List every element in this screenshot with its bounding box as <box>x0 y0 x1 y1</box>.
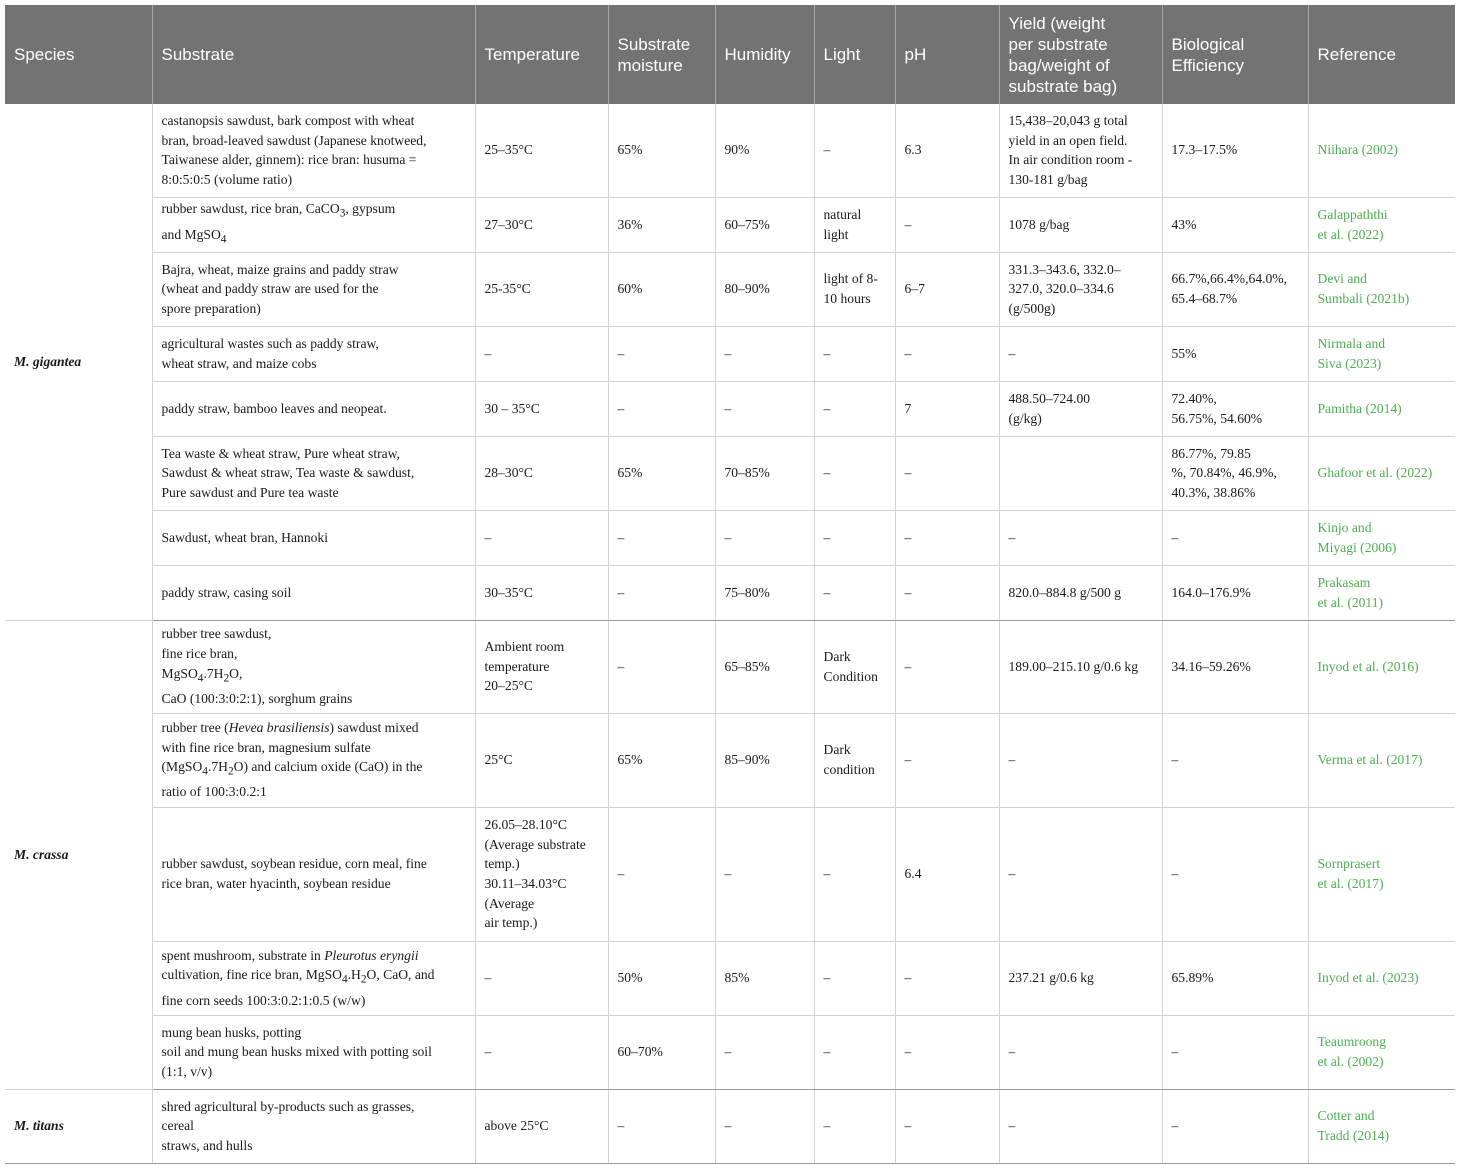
substrate-cell: paddy straw, casing soil <box>152 565 475 620</box>
italic-text: Pleurotus eryngii <box>324 947 419 963</box>
table-row <box>5 941 1455 1015</box>
reference-cell: Inyod et al. (2016) <box>1308 620 1455 713</box>
biological-efficiency-cell: 43% <box>1162 197 1308 252</box>
temperature-cell: 25-35°C <box>475 252 608 326</box>
header-row <box>5 5 1455 104</box>
humidity-cell: 85% <box>715 941 814 1015</box>
biological-efficiency-cell: 72.40%, 56.75%, 54.60% <box>1162 381 1308 436</box>
light-cell: – <box>814 326 895 381</box>
light-cell: – <box>814 807 895 941</box>
table-row <box>5 807 1455 941</box>
temperature-cell: 26.05–28.10°C (Average substrate temp.) 30.11–34.03°C (Average air temp.) <box>475 807 608 941</box>
humidity-cell: – <box>715 326 814 381</box>
substrate-text: cultivation, fine rice bran, MgSO <box>161 967 342 983</box>
substrate-text: ) sawdust mixed with fine rice bran, magnesium sulfate (MgSO <box>161 719 419 775</box>
yield-cell: – <box>999 326 1162 381</box>
substrate-cell: Sawdust, wheat bran, Hannoki <box>152 510 475 565</box>
ph-cell: – <box>895 510 999 565</box>
moisture-cell: 60–70% <box>608 1015 715 1089</box>
substrate-text: O, CaO, and fine corn seeds 100:3:0.2:1:0.5 (w/w) <box>161 967 435 1008</box>
yield-cell: 820.0–884.8 g/500 g <box>999 565 1162 620</box>
table-container <box>5 5 1455 1164</box>
table-row <box>5 1015 1455 1089</box>
ph-cell: 6.4 <box>895 807 999 941</box>
reference-cell: Sornprasert et al. (2017) <box>1308 807 1455 941</box>
temperature-cell: – <box>475 1015 608 1089</box>
ph-cell: – <box>895 1089 999 1163</box>
humidity-cell: 65–85% <box>715 620 814 713</box>
substrate-cell <box>152 713 475 807</box>
header-reference: Reference <box>1308 5 1455 104</box>
moisture-cell: – <box>608 381 715 436</box>
light-cell: Dark Condition <box>814 620 895 713</box>
humidity-cell: 75–80% <box>715 565 814 620</box>
substrate-text: rubber tree ( <box>161 719 229 735</box>
reference-cell: Inyod et al. (2023) <box>1308 941 1455 1015</box>
biological-efficiency-cell: – <box>1162 510 1308 565</box>
ph-cell: – <box>895 713 999 807</box>
temperature-cell: – <box>475 510 608 565</box>
substrate-cell: rubber sawdust, soybean residue, corn meal, fine rice bran, water hyacinth, soybean residue <box>152 807 475 941</box>
temperature-cell: – <box>475 326 608 381</box>
moisture-cell: – <box>608 565 715 620</box>
reference-cell: Galappaththi et al. (2022) <box>1308 197 1455 252</box>
header-yield: Yield (weight per substrate bag/weight of substrate bag) <box>999 5 1162 104</box>
moisture-cell: 65% <box>608 713 715 807</box>
table-row <box>5 565 1455 620</box>
light-cell: light of 8- 10 hours <box>814 252 895 326</box>
humidity-cell: – <box>715 807 814 941</box>
humidity-cell: – <box>715 381 814 436</box>
moisture-cell: – <box>608 510 715 565</box>
subscript-text: 4 <box>220 233 227 246</box>
temperature-cell: 30 – 35°C <box>475 381 608 436</box>
biological-efficiency-cell: 55% <box>1162 326 1308 381</box>
substrate-text: .7H <box>207 759 228 775</box>
header-humidity: Humidity <box>715 5 814 104</box>
substrate-text: O) and calcium oxide (CaO) in the ratio of 100:3:0.2:1 <box>161 759 423 800</box>
moisture-cell: 65% <box>608 104 715 197</box>
substrate-text: O, CaO (100:3:0:2:1), sorghum grains <box>161 665 353 706</box>
moisture-cell: – <box>608 326 715 381</box>
light-cell: – <box>814 510 895 565</box>
ph-cell: – <box>895 565 999 620</box>
italic-text: Hevea brasiliensis <box>228 719 330 735</box>
light-cell: – <box>814 941 895 1015</box>
species-cell: M. crassa <box>5 620 152 1089</box>
substrate-cell: shred agricultural by-products such as grasses, cereal straws, and hulls <box>152 1089 475 1163</box>
light-cell: – <box>814 381 895 436</box>
reference-cell: Ghafoor et al. (2022) <box>1308 436 1455 510</box>
yield-cell: – <box>999 713 1162 807</box>
table-row <box>5 510 1455 565</box>
header-substrate: Substrate <box>152 5 475 104</box>
substrate-cell: Bajra, wheat, maize grains and paddy straw (wheat and paddy straw are used for the spore preparation) <box>152 252 475 326</box>
biological-efficiency-cell: – <box>1162 1015 1308 1089</box>
yield-cell: – <box>999 510 1162 565</box>
header-ph: pH <box>895 5 999 104</box>
header-temperature: Temperature <box>475 5 608 104</box>
substrate-cell: mung bean husks, potting soil and mung bean husks mixed with potting soil (1:1, v/v) <box>152 1015 475 1089</box>
moisture-cell: 36% <box>608 197 715 252</box>
subscript-text: 4 <box>202 765 208 778</box>
yield-cell: – <box>999 1089 1162 1163</box>
species-cell: M. gigantea <box>5 104 152 620</box>
ph-cell: – <box>895 197 999 252</box>
substrate-cell <box>152 620 475 713</box>
reference-cell: Teaumroong et al. (2002) <box>1308 1015 1455 1089</box>
reference-cell: Nirmala and Siva (2023) <box>1308 326 1455 381</box>
table-row <box>5 713 1455 807</box>
light-cell: natural light <box>814 197 895 252</box>
species-cell: M. titans <box>5 1089 152 1163</box>
table-row <box>5 1089 1455 1163</box>
reference-cell: Kinjo and Miyagi (2006) <box>1308 510 1455 565</box>
biological-efficiency-cell: 66.7%,66.4%,64.0%, 65.4–68.7% <box>1162 252 1308 326</box>
light-cell: Dark condition <box>814 713 895 807</box>
biological-efficiency-cell: – <box>1162 807 1308 941</box>
temperature-cell: 28–30°C <box>475 436 608 510</box>
subscript-text: 4 <box>341 974 348 987</box>
humidity-cell: – <box>715 1089 814 1163</box>
yield-cell: – <box>999 807 1162 941</box>
substrate-text: , gypsum and MgSO <box>161 201 396 242</box>
yield-cell: 15,438–20,043 g total yield in an open field. In air condition room - 130-181 g/bag <box>999 104 1162 197</box>
humidity-cell: 85–90% <box>715 713 814 807</box>
substrate-text: spent mushroom, substrate in <box>161 947 325 963</box>
biological-efficiency-cell: – <box>1162 713 1308 807</box>
ph-cell: – <box>895 620 999 713</box>
yield-cell: 331.3–343.6, 332.0– 327.0, 320.0–334.6 (g/500g) <box>999 252 1162 326</box>
substrate-text: .7H <box>203 665 224 681</box>
biological-efficiency-cell: 164.0–176.9% <box>1162 565 1308 620</box>
cultivation-table <box>5 5 1455 1164</box>
temperature-cell: 25–35°C <box>475 104 608 197</box>
substrate-cell <box>152 941 475 1015</box>
table-row <box>5 252 1455 326</box>
biological-efficiency-cell: 17.3–17.5% <box>1162 104 1308 197</box>
substrate-cell: castanopsis sawdust, bark compost with wheat bran, broad-leaved sawdust (Japanese knotweed, Taiwanese alder, ginnem): rice bran: husuma = 8:0:5:0:5 (volume ratio) <box>152 104 475 197</box>
subscript-text: 4 <box>197 672 204 685</box>
biological-efficiency-cell: – <box>1162 1089 1308 1163</box>
humidity-cell: 70–85% <box>715 436 814 510</box>
reference-cell: Niihara (2002) <box>1308 104 1455 197</box>
light-cell: – <box>814 1089 895 1163</box>
reference-cell: Verma et al. (2017) <box>1308 713 1455 807</box>
table-row <box>5 197 1455 252</box>
ph-cell: – <box>895 941 999 1015</box>
moisture-cell: 65% <box>608 436 715 510</box>
moisture-cell: – <box>608 807 715 941</box>
yield-cell: – <box>999 1015 1162 1089</box>
subscript-text: 2 <box>223 672 230 685</box>
table-body <box>5 104 1455 1163</box>
temperature-cell: 25°C <box>475 713 608 807</box>
biological-efficiency-cell: 34.16–59.26% <box>1162 620 1308 713</box>
substrate-cell: paddy straw, bamboo leaves and neopeat. <box>152 381 475 436</box>
reference-cell: Prakasam et al. (2011) <box>1308 565 1455 620</box>
yield-cell <box>999 436 1162 510</box>
yield-cell: 1078 g/bag <box>999 197 1162 252</box>
humidity-cell: – <box>715 1015 814 1089</box>
substrate-cell: agricultural wastes such as paddy straw, wheat straw, and maize cobs <box>152 326 475 381</box>
biological-efficiency-cell: 86.77%, 79.85 %, 70.84%, 46.9%, 40.3%, 38.86% <box>1162 436 1308 510</box>
header-biological-efficiency: Biological Efficiency <box>1162 5 1308 104</box>
moisture-cell: 50% <box>608 941 715 1015</box>
light-cell: – <box>814 436 895 510</box>
substrate-text: .H <box>347 967 361 983</box>
yield-cell: 237.21 g/0.6 kg <box>999 941 1162 1015</box>
temperature-cell: Ambient room temperature 20–25°C <box>475 620 608 713</box>
moisture-cell: 60% <box>608 252 715 326</box>
table-row <box>5 326 1455 381</box>
humidity-cell: 90% <box>715 104 814 197</box>
light-cell: – <box>814 104 895 197</box>
temperature-cell: 27–30°C <box>475 197 608 252</box>
humidity-cell: – <box>715 510 814 565</box>
ph-cell: – <box>895 326 999 381</box>
reference-cell: Pamitha (2014) <box>1308 381 1455 436</box>
moisture-cell: – <box>608 620 715 713</box>
substrate-text: rubber tree sawdust, fine rice bran, MgSO <box>161 626 272 681</box>
humidity-cell: 60–75% <box>715 197 814 252</box>
temperature-cell: 30–35°C <box>475 565 608 620</box>
light-cell: – <box>814 565 895 620</box>
ph-cell: – <box>895 1015 999 1089</box>
humidity-cell: 80–90% <box>715 252 814 326</box>
reference-cell: Cotter and Tradd (2014) <box>1308 1089 1455 1163</box>
substrate-cell: Tea waste & wheat straw, Pure wheat straw, Sawdust & wheat straw, Tea waste & sawdust, Pure sawdust and Pure tea waste <box>152 436 475 510</box>
subscript-text: 3 <box>339 207 346 220</box>
table-row <box>5 620 1455 713</box>
yield-cell: 189.00–215.10 g/0.6 kg <box>999 620 1162 713</box>
header-light: Light <box>814 5 895 104</box>
temperature-cell: – <box>475 941 608 1015</box>
substrate-cell <box>152 197 475 252</box>
temperature-cell: above 25°C <box>475 1089 608 1163</box>
ph-cell: – <box>895 436 999 510</box>
subscript-text: 2 <box>360 974 367 987</box>
ph-cell: 6.3 <box>895 104 999 197</box>
substrate-text: rubber sawdust, rice bran, CaCO <box>161 201 340 217</box>
header-species: Species <box>5 5 152 104</box>
table-row <box>5 381 1455 436</box>
ph-cell: 6–7 <box>895 252 999 326</box>
moisture-cell: – <box>608 1089 715 1163</box>
ph-cell: 7 <box>895 381 999 436</box>
yield-cell: 488.50–724.00 (g/kg) <box>999 381 1162 436</box>
header-substrate-moisture: Substrate moisture <box>608 5 715 104</box>
subscript-text: 2 <box>227 765 234 778</box>
table-row <box>5 104 1455 197</box>
biological-efficiency-cell: 65.89% <box>1162 941 1308 1015</box>
reference-cell: Devi and Sumbali (2021b) <box>1308 252 1455 326</box>
light-cell: – <box>814 1015 895 1089</box>
table-row <box>5 436 1455 510</box>
